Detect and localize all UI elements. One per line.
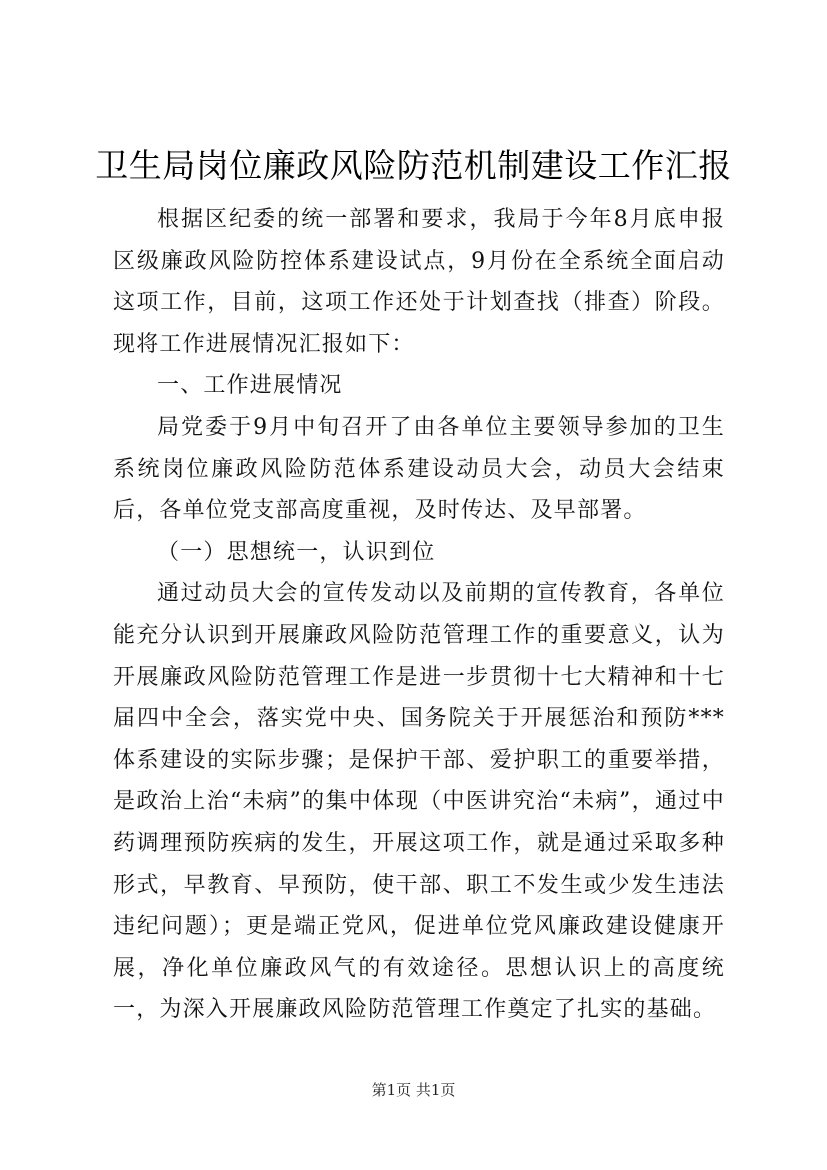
paragraph-intro: 根据区纪委的统一部署和要求，我局于今年8月底申报区级廉政风险防控体系建设试点，9月份在全系统全面启动这项工作，目前，这项工作还处于计划查找（排查）阶段。现将工作进展情况汇报如下：: [113, 207, 725, 357]
document-body: [113, 199, 725, 1031]
subsection-heading-thought: （一）思想统一，认识到位: [157, 539, 436, 565]
paragraph-meeting: 局党委于9月中旬召开了由各单位主要领导参加的卫生系统岗位廉政风险防范体系建设动员大会，动员大会结束后，各单位党支部高度重视，及时传达、及早部署。: [113, 414, 725, 524]
paragraph-awareness: 通过动员大会的宣传发动以及前期的宣传教育，各单位能充分认识到开展廉政风险防范管理工作的重要意义，认为开展廉政风险防范管理工作是进一步贯彻十七大精神和十七届四中全会，落实党中央、国务院关于开展惩治和预防***体系建设的实际步骤；是保护干部、爱护职工的重要举措，是政治上治“未病”的集中体现（中医讲究治“未病”，通过中药调理预防疾病的发生，开展这项工作，就是通过采取多种形式，早教育、早预防，使干部、职工不发生或少发生违法违纪问题）；更是端正党风，促进单位党风廉政建设健康开展，净化单位廉政风气的有效途径。思想认识上的高度统一，为深入开展廉政风险防范管理工作奠定了扎实的基础。: [113, 581, 725, 1023]
document-title: 卫生局岗位廉政风险防范机制建设工作汇报: [95, 146, 732, 185]
page-footer: 第1页 共1页: [371, 1081, 456, 1099]
section-heading-progress: 一、工作进展情况: [157, 373, 343, 399]
